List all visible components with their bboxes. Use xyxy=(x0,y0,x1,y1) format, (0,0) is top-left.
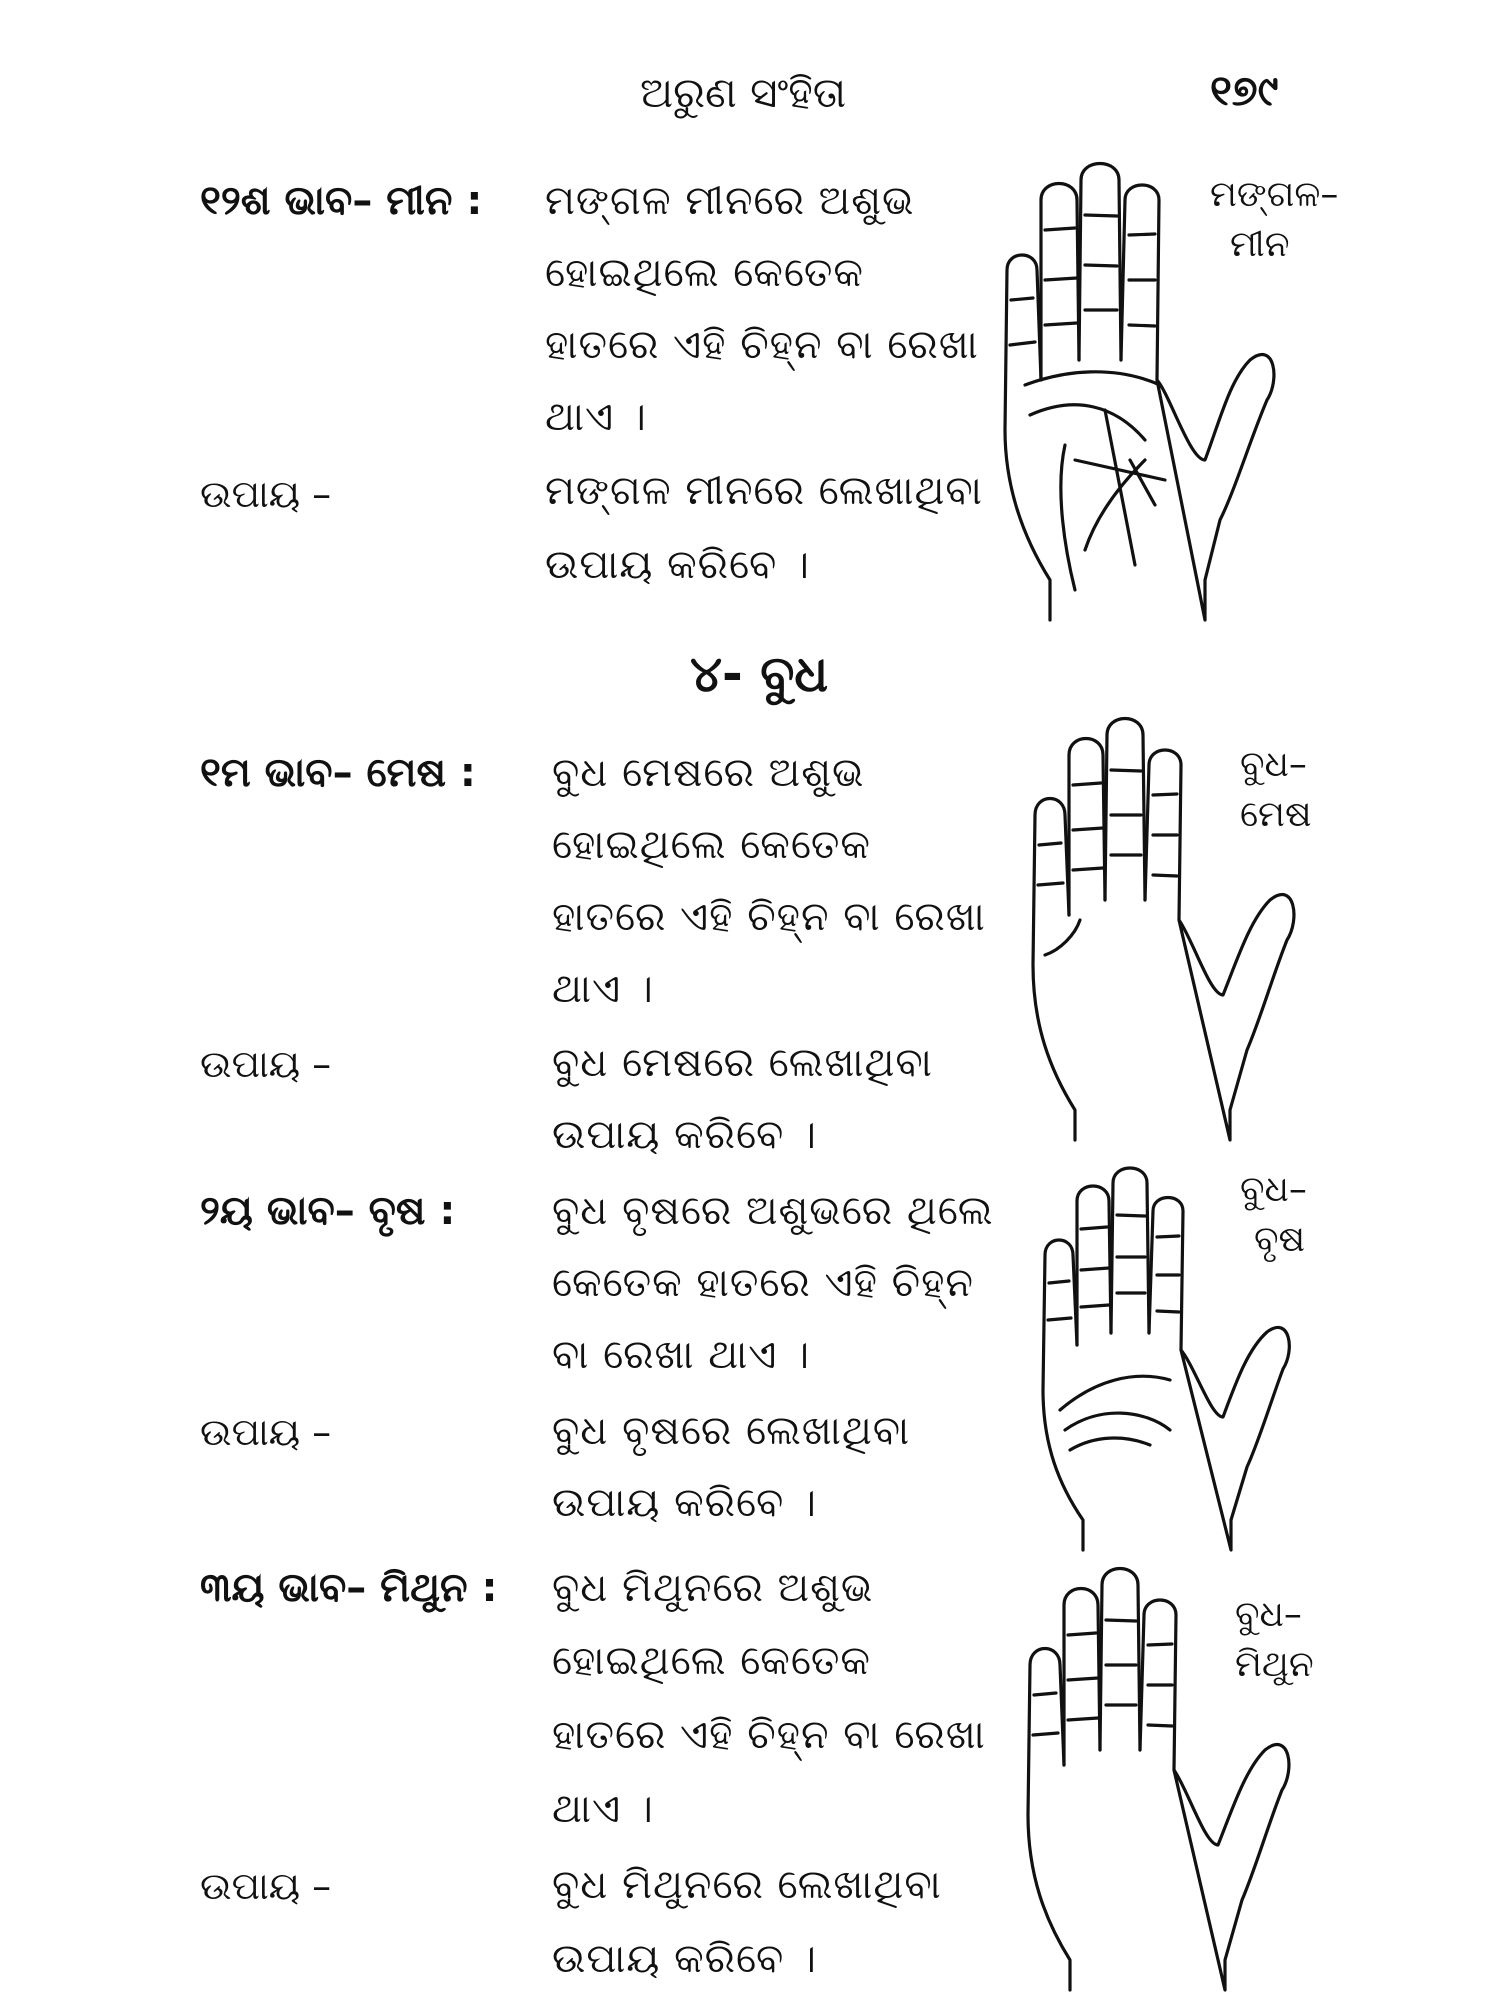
remedy-text-line: ବୁଧ ମିଥୁନରେ ଲେଖାଥିବା xyxy=(552,1862,942,1908)
remedy-text-line: ଉପାୟ କରିବେ । xyxy=(552,1936,817,1982)
remedy-text-line: ଉପାୟ କରିବେ । xyxy=(545,542,810,588)
remedy-label: ଉପାୟ – xyxy=(200,1864,332,1908)
page-number: ୧୭୯ xyxy=(1210,66,1279,115)
hand-caption-line: ବୁଧ– xyxy=(1240,744,1307,785)
remedy-label: ଉପାୟ – xyxy=(200,472,332,516)
entry-text-line: ବୁଧ ବୃଷରେ ଅଶୁଭରେ ଥିଲେ xyxy=(552,1188,994,1234)
hand-caption xyxy=(1240,1165,1307,1265)
entry-text-line: ଥାଏ । xyxy=(552,1786,654,1832)
remedy-label: ଉପାୟ – xyxy=(200,1042,332,1086)
entry-text-line: ଥାଏ । xyxy=(545,394,647,440)
hand-caption-line: ମିଥୁନ xyxy=(1235,1644,1314,1685)
entry-label: ୨ୟ ଭାବ– ବୃଷ : xyxy=(200,1188,456,1234)
hand-caption-line: ବୁଧ– xyxy=(1240,1169,1307,1210)
entry-text-line: ହୋଇଥିଲେ କେତେକ xyxy=(545,250,864,296)
hand-caption xyxy=(1240,740,1312,840)
entry-text-line: ବା ରେଖା ଥାଏ । xyxy=(552,1332,811,1378)
entry-text-line: ଥାଏ । xyxy=(552,966,654,1012)
remedy-text-line: ବୁଧ ବୃଷରେ ଲେଖାଥିବା xyxy=(552,1408,911,1454)
remedy-text-line: ବୁଧ ମେଷରେ ଲେଖାଥିବା xyxy=(552,1040,933,1086)
entry-label: ୩ୟ ଭାବ– ମିଥୁନ : xyxy=(200,1565,498,1611)
entry-label: ୧୨ଶ ଭାବ– ମୀନ : xyxy=(200,178,483,224)
remedy-text-line: ଉପାୟ କରିବେ । xyxy=(552,1480,817,1526)
hand-caption-line: ବୃଷ xyxy=(1254,1219,1306,1260)
hand-caption-line: ମଙ୍ଗଳ– xyxy=(1210,174,1339,215)
entry-text-line: ବୁଧ ମିଥୁନରେ ଅଶୁଭ xyxy=(552,1565,874,1611)
running-header-title: ଅରୁଣ ସଂହିତା xyxy=(640,68,847,117)
remedy-text-line: ଉପାୟ କରିବେ । xyxy=(552,1112,817,1158)
palm-lines xyxy=(1060,1376,1170,1450)
section-heading: ୪- ବୁଧ xyxy=(690,645,829,703)
entry-text-line: ହାତରେ ଏହି ଚିହ୍ନ ବା ରେଖା xyxy=(545,322,979,368)
hand-caption-line: ବୁଧ– xyxy=(1235,1594,1302,1635)
entry-text-line: ମଙ୍ଗଳ ମୀନରେ ଅଶୁଭ xyxy=(545,178,915,224)
remedy-label: ଉପାୟ – xyxy=(200,1410,332,1454)
entry-text-line: ହୋଇଥିଲେ କେତେକ xyxy=(552,1638,871,1684)
entry-text-line: ହାତରେ ଏହି ଚିହ୍ନ ବା ରେଖା xyxy=(552,894,986,940)
finger-creases xyxy=(1010,215,1155,345)
hand-caption-line: ମେଷ xyxy=(1240,794,1312,835)
entry-text-line: ବୁଧ ମେଷରେ ଅଶୁଭ xyxy=(552,750,865,796)
entry-text-line: କେତେକ ହାତରେ ଏହି ଚିହ୍ନ xyxy=(552,1260,974,1306)
entry-text-line: ହୋଇଥିଲେ କେତେକ xyxy=(552,822,871,868)
remedy-text-line: ମଙ୍ଗଳ ମୀନରେ ଲେଖାଥିବା xyxy=(545,468,983,514)
palm-lines xyxy=(1025,372,1165,590)
palm-lines xyxy=(1045,920,1080,955)
hand-caption xyxy=(1235,1590,1314,1690)
hand-caption xyxy=(1210,170,1338,270)
entry-label: ୧ମ ଭାବ– ମେଷ : xyxy=(200,750,476,796)
hand-caption-line: ମୀନ xyxy=(1230,224,1290,265)
entry-text-line: ହାତରେ ଏହି ଚିହ୍ନ ବା ରେଖା xyxy=(552,1712,986,1758)
